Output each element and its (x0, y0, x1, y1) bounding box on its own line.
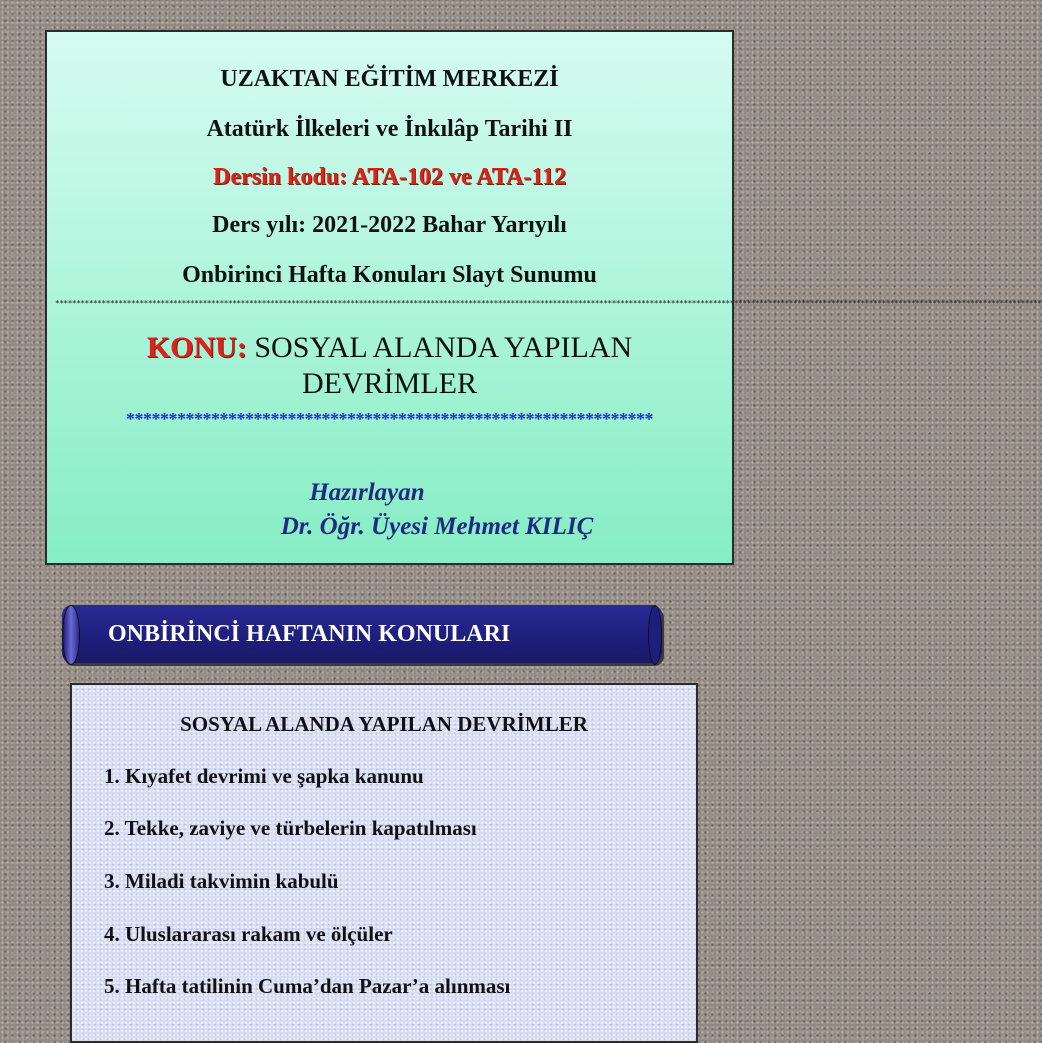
prepared-by-label: Hazırlayan (309, 479, 425, 506)
title-panel (45, 30, 1042, 565)
topic-text: SOSYAL ALANDA YAPILAN DEVRİMLER (254, 331, 633, 400)
scroll-cap-left (62, 605, 80, 665)
course-code: Dersin kodu: ATA-102 ve ATA-112 (213, 164, 566, 190)
presentation-title: Onbirinci Hafta Konuları Slayt Sunumu (182, 262, 597, 288)
topic-title (87, 330, 692, 402)
list-item: 2. Tekke, zaviye ve türbelerin kapatılması (104, 816, 477, 840)
topics-panel (70, 683, 698, 1043)
list-item: 4. Uluslararası rakam ve ölçüler (104, 922, 393, 946)
topic-label: KONU: (146, 331, 247, 364)
scroll-cap-right (648, 605, 662, 665)
institution-title: UZAKTAN EĞİTİM MERKEZİ (220, 66, 559, 92)
list-item: 5. Hafta tatilinin Cuma’dan Pazar’a alınması (104, 974, 511, 998)
list-item: 3. Miladi takvimin kabulü (104, 869, 339, 893)
author-name: Dr. Öğr. Üyesi Mehmet KILIÇ (280, 513, 594, 540)
star-separator: ************************************************************** (126, 409, 653, 429)
list-item: 1. Kıyafet devrimi ve şapka kanunu (104, 764, 424, 788)
week-topics-title: ONBİRİNCİ HAFTANIN KONULARI (108, 621, 511, 647)
course-name: Atatürk İlkeleri ve İnkılâp Tarihi II (206, 116, 573, 142)
academic-year: Ders yılı: 2021-2022 Bahar Yarıyılı (212, 212, 567, 238)
week-topics-banner (62, 605, 662, 663)
topics-heading: SOSYAL ALANDA YAPILAN DEVRİMLER (180, 712, 588, 736)
dotted-separator: ****************************************************************************************************************************************************************************************************************************************** (55, 299, 1042, 308)
